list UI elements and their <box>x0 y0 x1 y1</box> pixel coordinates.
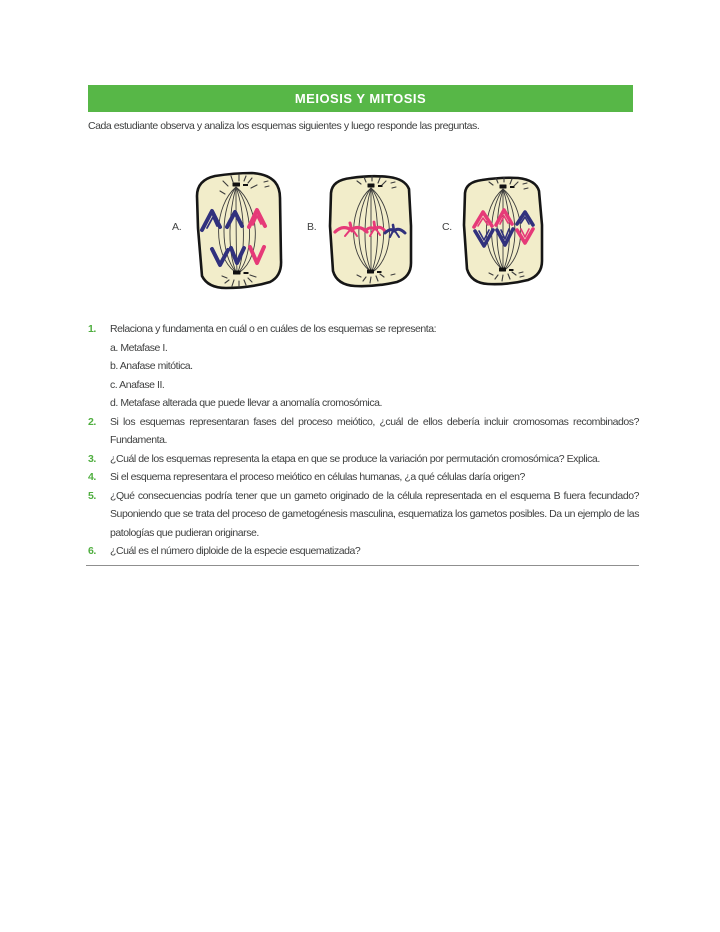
subitem-d: d. Metafase alterada que puede llevar a anomalía cromosómica. <box>110 397 382 409</box>
question-number: 6. <box>88 545 96 557</box>
question-1-subitems <box>110 339 639 413</box>
question-number: 5. <box>88 489 96 502</box>
question-item-6 <box>88 542 639 561</box>
question-item-5 <box>88 487 639 543</box>
bottom-divider <box>86 565 639 566</box>
figure-b-label: B. <box>307 221 317 233</box>
question-text: ¿Qué consecuencias podría tener que un gameto originado de la célula representada en el esquema B fuera fecundado? Suponiendo que se trata del proceso de gametogénesis masculina, esquematiza los gametos posibles. Da un ejemplo de las patologías que pudieran originarse. <box>110 489 639 539</box>
question-text: ¿Cuál es el número diploide de la especie esquematizada? <box>110 545 361 557</box>
figure-a-label: A. <box>172 221 182 233</box>
subitem-b: b. Anafase mitótica. <box>110 360 193 372</box>
intro-text: Cada estudiante observa y analiza los esquemas siguientes y luego responde las preguntas. <box>88 120 480 132</box>
question-number: 1. <box>88 323 96 335</box>
subitem-c: c. Anafase II. <box>110 378 165 391</box>
question-item-2 <box>88 413 639 450</box>
page-title: MEIOSIS Y MITOSIS <box>294 91 427 106</box>
question-text: ¿Cuál de los esquemas representa la etapa en que se produce la variación por permutación cromosómica? Explica. <box>110 452 600 465</box>
title-bar <box>88 85 633 112</box>
question-text: Si el esquema representara el proceso meiótico en células humanas, ¿a qué células daría origen? <box>110 471 525 483</box>
cell-a-anaphase-diagram <box>190 168 288 292</box>
cell-b-metaphase-diagram <box>323 171 418 290</box>
questions-list <box>88 320 639 561</box>
question-number: 2. <box>88 415 96 428</box>
question-number: 3. <box>88 452 96 465</box>
cell-c-metaphase-i-diagram <box>458 173 548 288</box>
question-item-4 <box>88 468 639 487</box>
figure-c-label: C. <box>442 221 452 233</box>
question-text: Si los esquemas representaran fases del proceso meiótico, ¿cuál de ellos debería incluir cromosomas recombinados? Fundamenta. <box>110 415 639 446</box>
question-text <box>110 320 639 339</box>
question-number: 4. <box>88 471 96 483</box>
question-item-3 <box>88 450 639 469</box>
subitem-a: a. Metafase I. <box>110 341 168 354</box>
question-1-stem: Relaciona y fundamenta en cuál o en cuáles de los esquemas se representa: <box>110 323 437 335</box>
question-item-1 <box>88 320 639 339</box>
